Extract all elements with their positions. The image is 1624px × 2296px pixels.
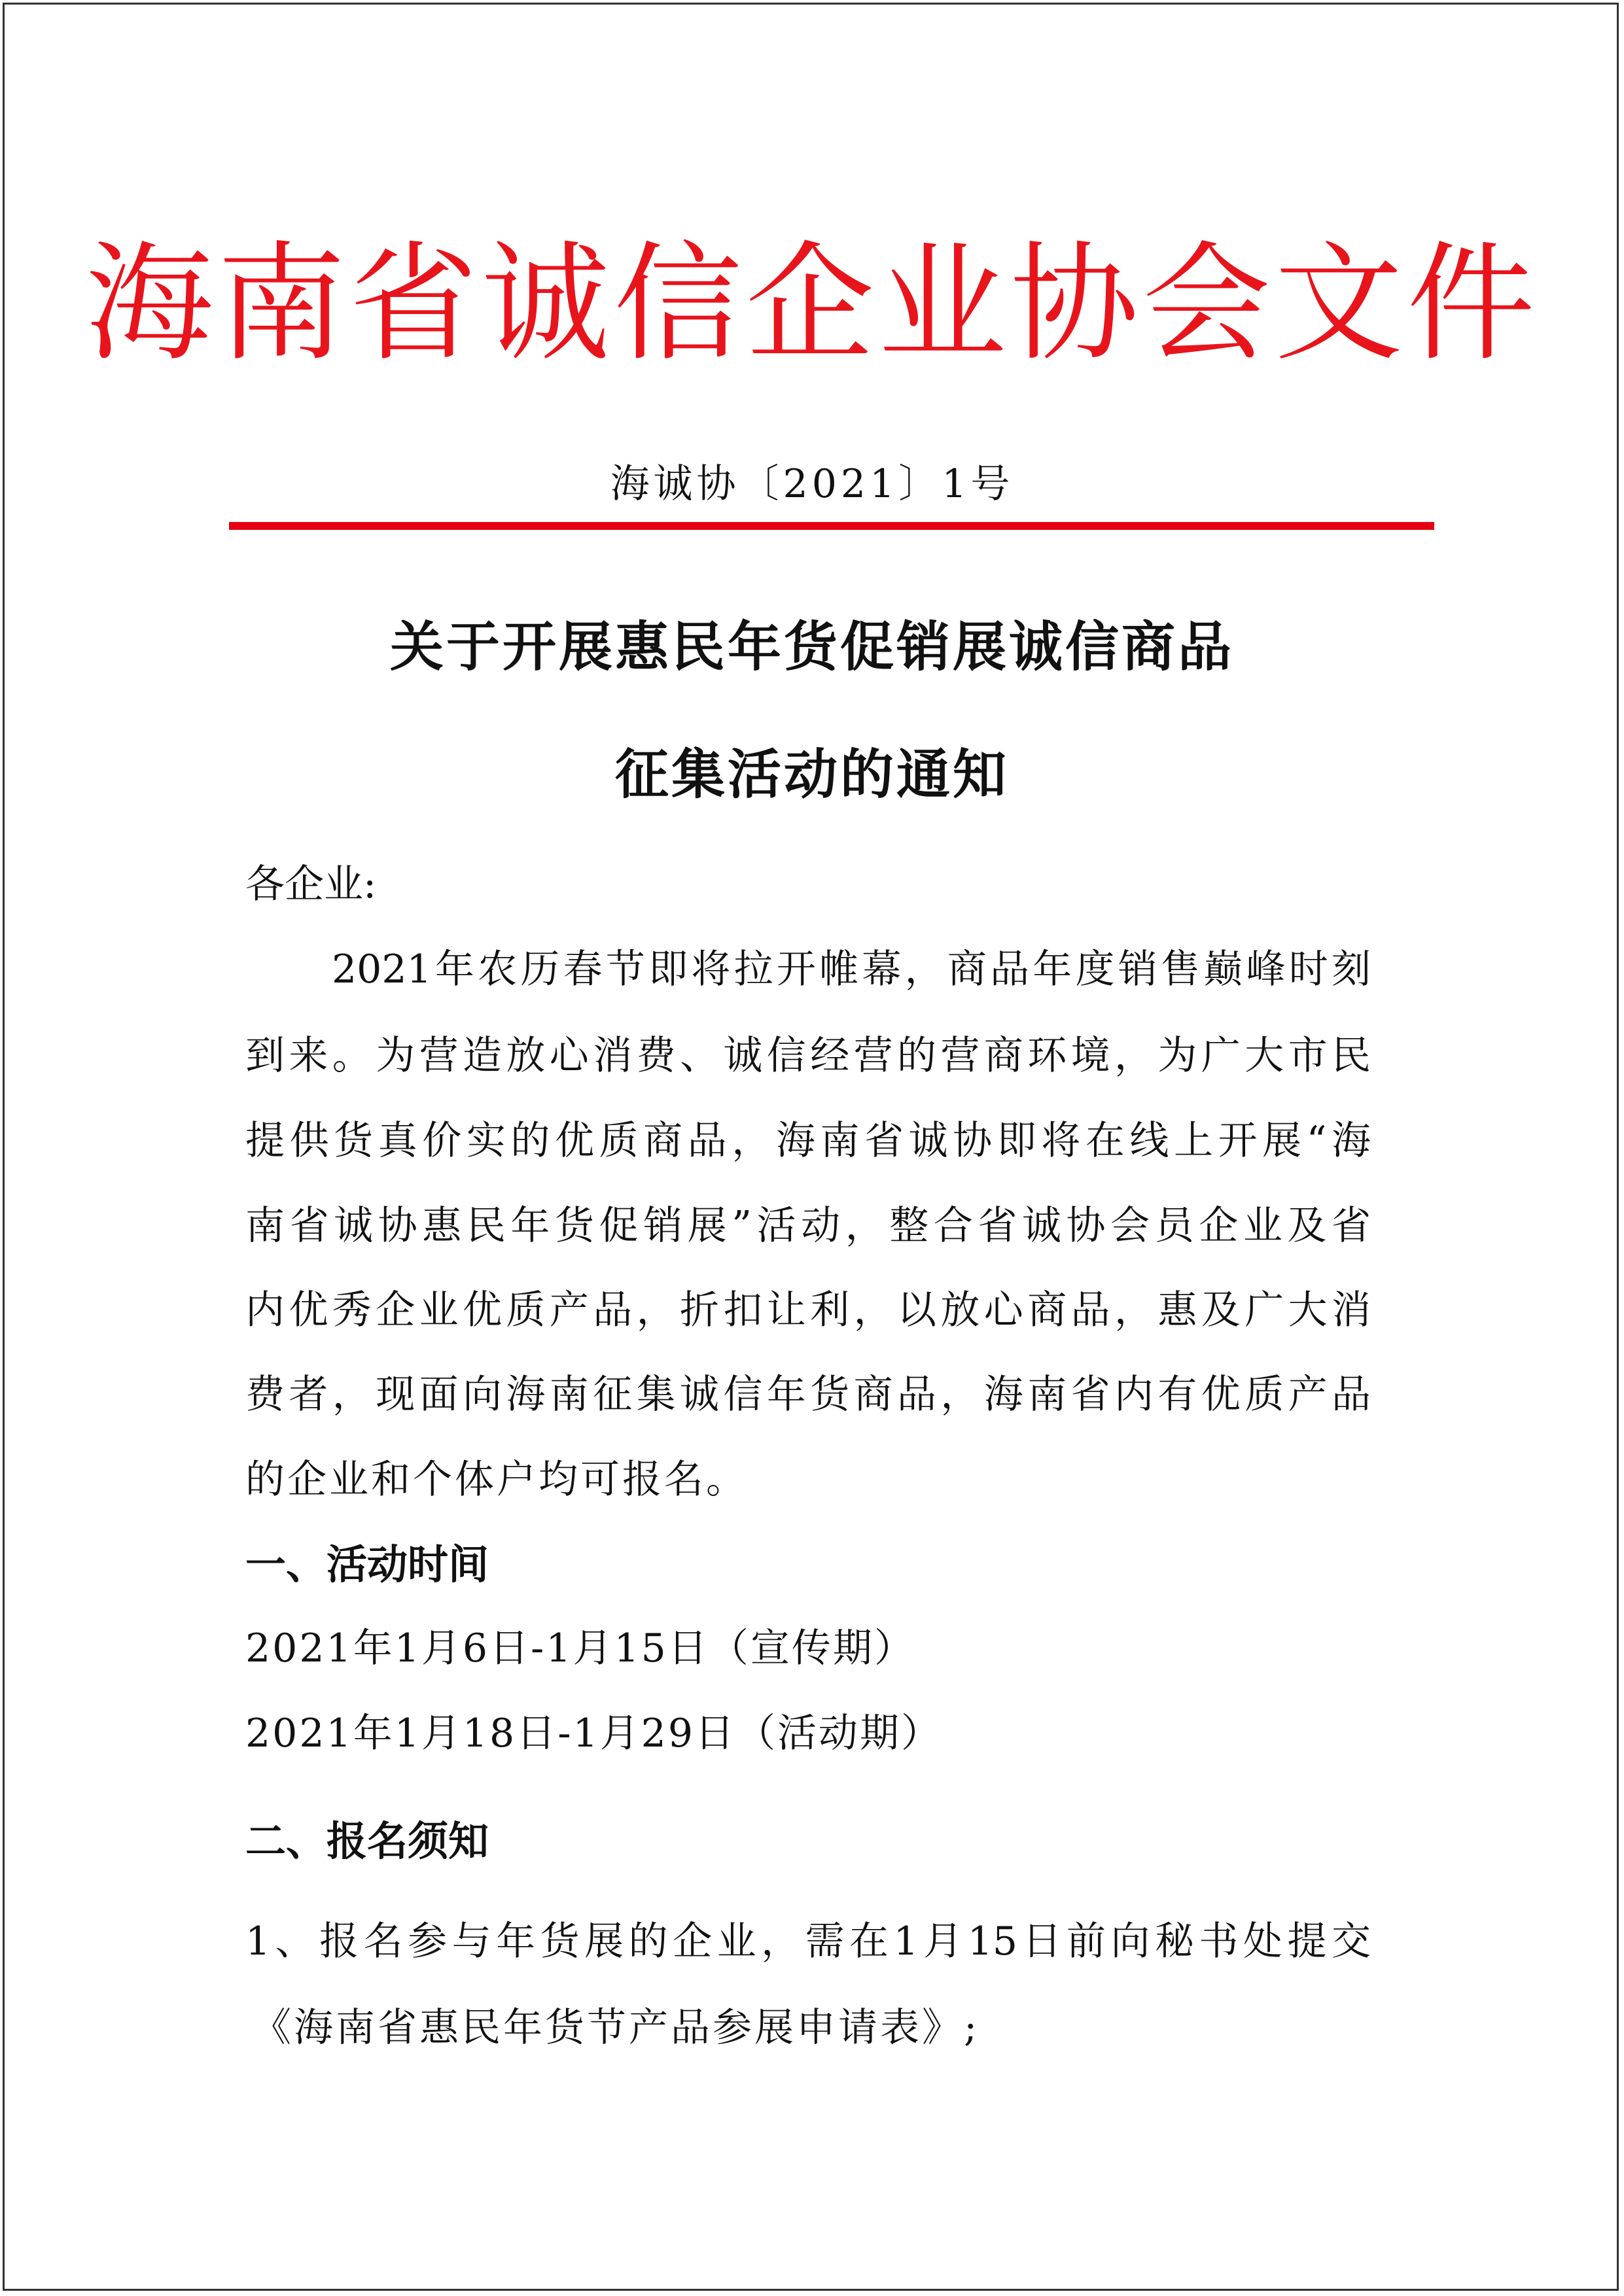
- paragraph-line: 到来。为营造放心消费、诚信经营的营商环境，为广大市民: [245, 1033, 1371, 1079]
- paragraph-line: 2021年农历春节即将拉开帷幕，商品年度销售巅峰时刻: [332, 947, 1371, 992]
- paragraph-line: 提供货真价实的优质商品，海南省诚协即将在线上开展“海: [245, 1118, 1371, 1164]
- notice-title-line-2: 征集活动的通知: [614, 744, 1009, 806]
- section-heading-registration: 二、报名须知: [245, 1817, 489, 1865]
- paragraph-line: 的企业和个体户均可报名。: [245, 1457, 748, 1503]
- salutation: 各企业:: [245, 861, 377, 907]
- document-masthead: 海南省诚信企业协会文件: [84, 230, 1539, 379]
- red-divider-rule: [229, 522, 1434, 530]
- date-range-activity: 2021年1月18日-1月29日（活动期）: [245, 1711, 943, 1756]
- paragraph-line: 费者，现面向海南征集诚信年货商品，海南省内有优质产品: [245, 1372, 1371, 1418]
- paragraph-line: 南省诚协惠民年货促销展”活动，整合省诚协会员企业及省: [245, 1203, 1371, 1249]
- paragraph-line: 内优秀企业优质产品，折扣让利，以放心商品，惠及广大消: [245, 1287, 1371, 1333]
- section-heading-activity-time: 一、活动时间: [245, 1540, 489, 1588]
- document-number: 海诚协〔2021〕1号: [610, 461, 1014, 507]
- registration-item-line: 1、报名参与年货展的企业，需在1月15日前向秘书处提交: [245, 1919, 1371, 1964]
- notice-title-line-1: 关于开展惠民年货促销展诚信商品: [389, 616, 1234, 678]
- date-range-publicity: 2021年1月6日-1月15日（宣传期）: [245, 1626, 915, 1671]
- registration-item-line: 《海南省惠民年货节产品参展申请表》;: [252, 2005, 980, 2051]
